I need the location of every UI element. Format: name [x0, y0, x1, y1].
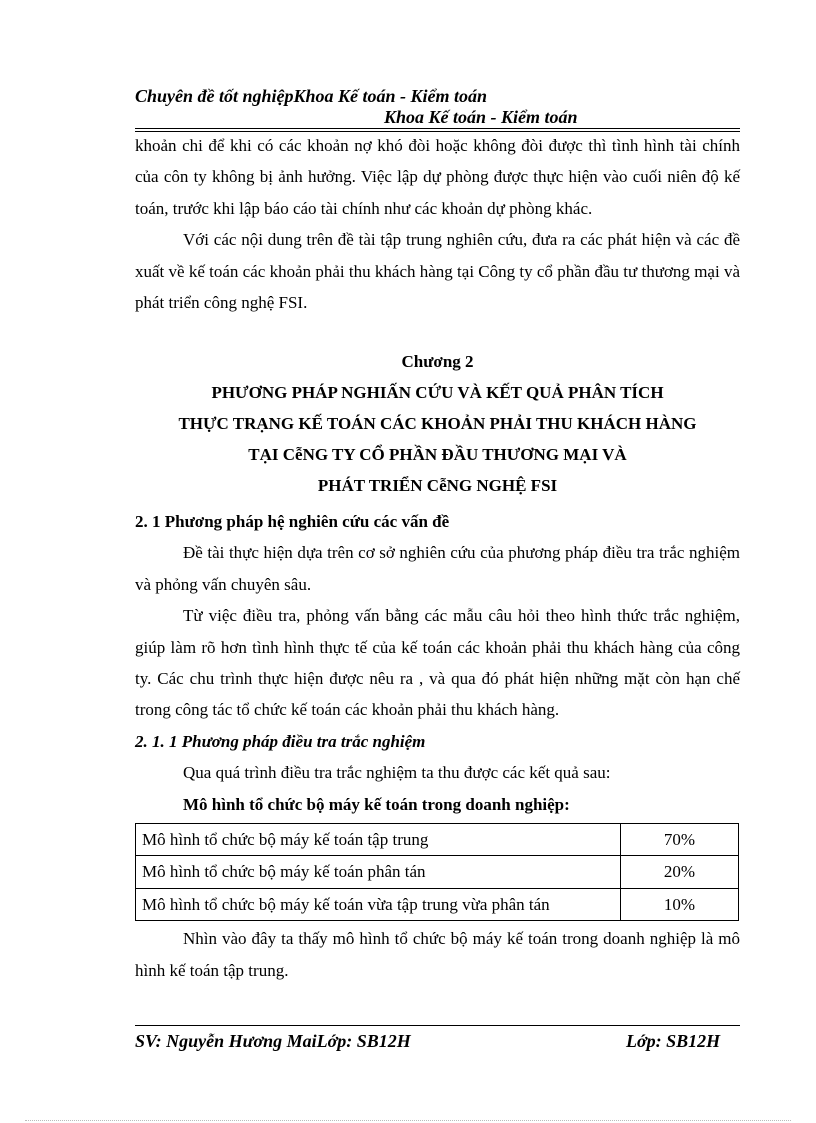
table-cell-value: 10%	[621, 888, 739, 920]
table-cell-value: 70%	[621, 824, 739, 856]
chapter-title-line: PHÁT TRIỂN CễNG NGHỆ FSI	[317, 476, 558, 495]
chapter-title-line: TẠI CễNG TY CỔ PHẦN ĐẦU THƯƠNG MẠI VÀ	[248, 445, 627, 464]
table-cell-value: 20%	[621, 856, 739, 888]
table-row	[136, 856, 739, 888]
chapter-title-line: THỰC TRẠNG KẾ TOÁN CÁC KHOẢN PHẢI THU KHÁCH HÀNG	[178, 414, 697, 433]
header-title: Chuyên đề tốt nghiệpKhoa Kế toán - Kiểm toán	[135, 86, 488, 106]
footer-student: SV: Nguyễn Hương MaiLớp: SB12H	[135, 1031, 411, 1051]
table-cell-label: Mô hình tổ chức bộ máy kế toán tập trung	[136, 824, 621, 856]
table-caption: Mô hình tổ chức bộ máy kế toán trong doanh nghiệp:	[183, 794, 570, 814]
subsection-title: 2. 1. 1 Phương pháp điều tra trắc nghiệm	[135, 731, 426, 751]
intro-paragraph: khoản chi để khi có các khoản nợ khó đòi hoặc không đòi được thì tình hình tài chính của côn ty không bị ảnh hưởng. Việc lập dự phòng được thực hiện vào cuối niên độ kế toán, trước khi lập báo cáo tài chính như các khoản dự phòng khác.	[135, 136, 740, 218]
survey-table	[135, 823, 739, 921]
section-title: 2. 1 Phương pháp hệ nghiên cứu các vấn đề	[135, 512, 450, 531]
section-content	[135, 506, 740, 986]
intro-paragraph: Với các nội dung trên đề tài tập trung nghiên cứu, đưa ra các phát hiện và các đề xuất về kế toán các khoản phải thu khách hàng tại Công ty cổ phần đầu tư thương mại và phát triển công nghệ FSI.	[135, 230, 740, 313]
footer-class: Lớp: SB12H	[626, 1031, 721, 1051]
footer-rule	[135, 1025, 740, 1026]
table-row	[136, 888, 739, 920]
section-paragraph: Đề tài thực hiện dựa trên cơ sở nghiên cứu của phương pháp điều tra trắc nghiệm và phỏng vấn chuyên sâu.	[135, 543, 740, 594]
table-row	[136, 824, 739, 856]
subsection-intro: Qua quá trình điều tra trắc nghiệm ta thu được các kết quả sau:	[183, 763, 611, 783]
table-cell-label: Mô hình tổ chức bộ máy kế toán phân tán	[136, 856, 621, 888]
page-boundary	[25, 1120, 791, 1121]
section-paragraph: Từ việc điều tra, phỏng vấn bằng các mẫu câu hỏi theo hình thức trắc nghiệm, giúp làm rõ hơn tình hình thực tế của kế toán các khoản phải thu khách hàng của công ty. Các chu trình thực hiện được nêu ra , và qua đó phát hiện những mặt còn hạn chế trong công tác tổ chức kế toán các khoản phải thu khách hàng.	[135, 606, 740, 720]
header-department: Khoa Kế toán - Kiểm toán	[384, 107, 578, 127]
table-cell-label: Mô hình tổ chức bộ máy kế toán vừa tập trung vừa phân tán	[136, 888, 621, 920]
chapter-title-line: PHƯƠNG PHÁP NGHIẤN CỨU VÀ KẾT QUẢ PHÂN TÍCH	[211, 383, 664, 402]
conclusion-paragraph: Nhìn vào đây ta thấy mô hình tổ chức bộ máy kế toán trong doanh nghiệp là mô hình kế toán tập trung.	[135, 929, 740, 980]
intro-text	[135, 130, 740, 318]
chapter-heading	[135, 346, 740, 501]
header-rule	[135, 128, 740, 129]
chapter-number: Chương 2	[401, 352, 474, 371]
